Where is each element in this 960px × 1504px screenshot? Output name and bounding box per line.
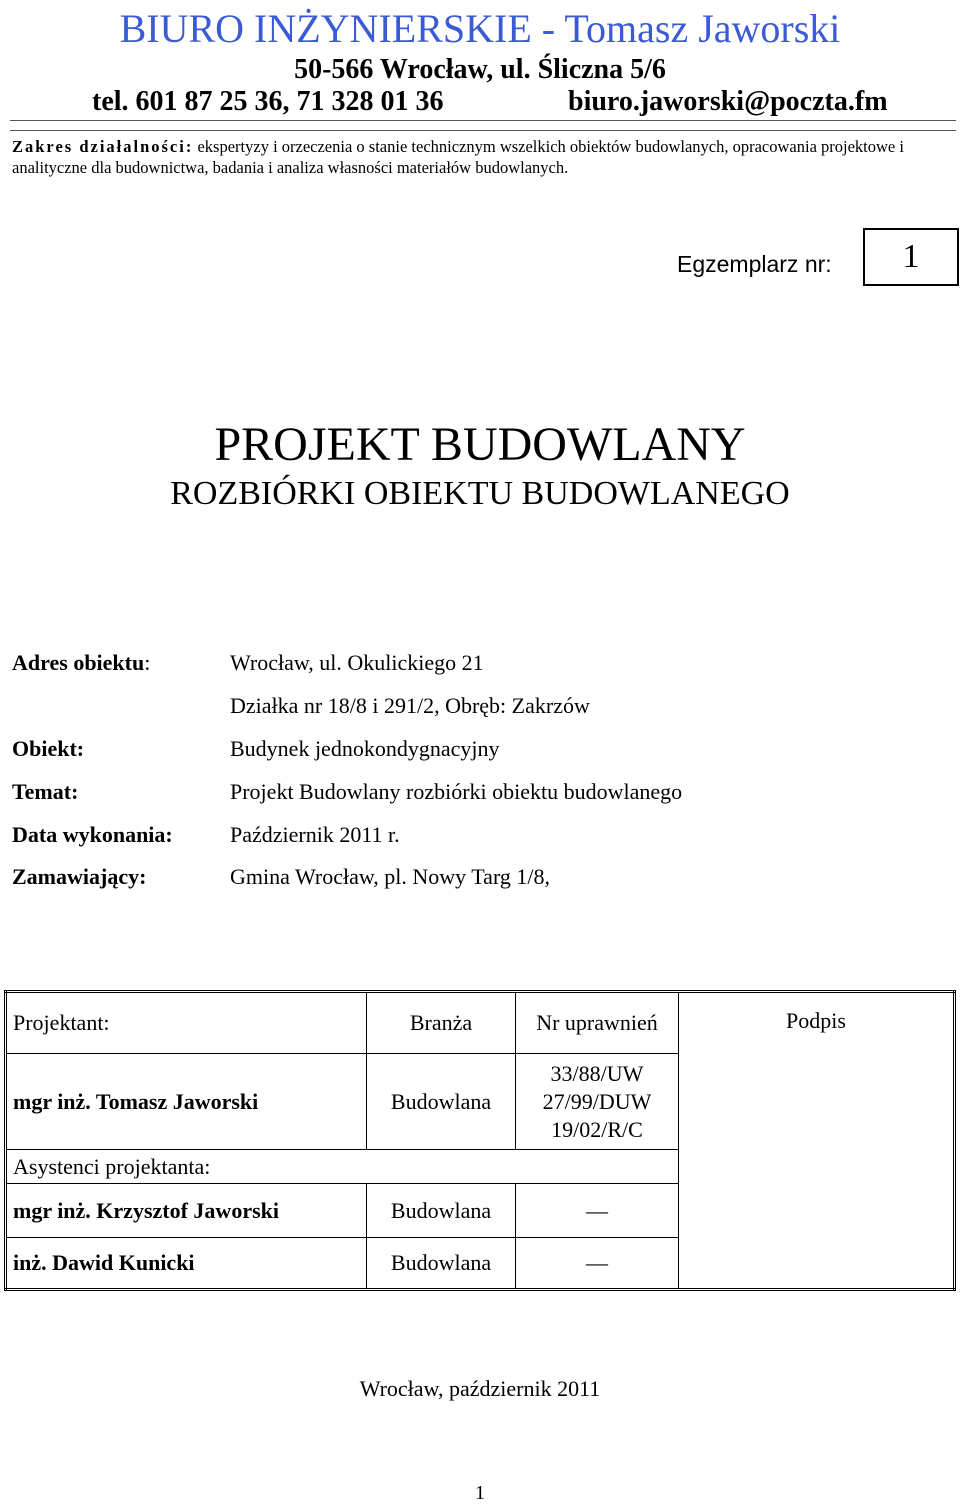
assistant-name: mgr inż. Krzysztof Jaworski (6, 1184, 367, 1238)
empty-cell (367, 1150, 516, 1184)
topic-label: Temat: (12, 779, 79, 804)
business-scope-text: ekspertyzy i orzeczenia o stanie technicznym wszelkich obiektów budowlanych, opracowania projektowe i analityczne dla budownictwa, badania i analiza własności materiałów budowlanych. (12, 137, 904, 177)
designer-name: mgr inż. Tomasz Jaworski (6, 1054, 367, 1150)
company-phone: tel. 601 87 25 36, 71 328 01 36 (92, 86, 444, 117)
business-scope-label: Zakres działalności: (12, 137, 194, 156)
empty-cell (516, 1150, 679, 1184)
company-email: biuro.jaworski@poczta.fm (568, 86, 888, 117)
date-label: Data wykonania: (12, 822, 173, 847)
assistant-branch: Budowlana (367, 1184, 516, 1238)
designer-license-line: 19/02/R/C (551, 1116, 643, 1142)
assistant-license: — (516, 1238, 679, 1290)
company-name: BIURO INŻYNIERSKIE - Tomasz Jaworski (119, 6, 841, 51)
designer-branch: Budowlana (367, 1054, 516, 1150)
signature-header: Podpis (786, 1008, 846, 1033)
designer-license-line: 33/88/UW (550, 1060, 644, 1086)
header-divider-bottom (10, 130, 956, 131)
object-label: Obiekt: (12, 736, 85, 761)
license-header: Nr uprawnień (516, 992, 679, 1054)
address-value: Wrocław, ul. Okulickiego 21 (230, 650, 484, 675)
table-header-row (6, 992, 955, 1054)
document-subtitle: ROZBIÓRKI OBIEKTU BUDOWLANEGO (170, 475, 790, 512)
object-value: Budynek jednokondygnacyjny (230, 736, 500, 761)
designers-table (4, 990, 956, 1291)
company-address: 50-566 Wrocław, ul. Śliczna 5/6 (294, 54, 666, 85)
client-label: Zamawiający: (12, 864, 147, 889)
document-title: PROJEKT BUDOWLANY (214, 418, 746, 471)
assistant-name: inż. Dawid Kunicki (6, 1238, 367, 1290)
assistant-license: — (516, 1184, 679, 1238)
page-number: 1 (475, 1482, 485, 1504)
designer-license-line: 27/99/DUW (542, 1088, 652, 1114)
designer-header: Projektant: (6, 992, 367, 1054)
client-value: Gmina Wrocław, pl. Nowy Targ 1/8, (230, 864, 550, 889)
copy-number-box (863, 228, 959, 286)
topic-value: Projekt Budowlany rozbiórki obiektu budowlanego (230, 779, 683, 804)
branch-header: Branża (367, 992, 516, 1054)
address-label-colon: : (144, 650, 151, 675)
designer-license (516, 1054, 679, 1150)
place-and-date: Wrocław, październik 2011 (359, 1376, 601, 1401)
address-label (12, 650, 150, 676)
plot-value: Działka nr 18/8 i 291/2, Obręb: Zakrzów (230, 693, 590, 718)
address-label-text: Adres obiektu (12, 650, 145, 675)
header-divider-top (10, 120, 956, 121)
business-scope (12, 136, 948, 178)
assistants-label: Asystenci projektanta: (6, 1150, 367, 1184)
signature-column (679, 992, 955, 1290)
assistant-branch: Budowlana (367, 1238, 516, 1290)
copy-number-label: Egzemplarz nr: (677, 251, 832, 277)
copy-number: 1 (902, 238, 920, 275)
date-value: Październik 2011 r. (230, 822, 400, 847)
